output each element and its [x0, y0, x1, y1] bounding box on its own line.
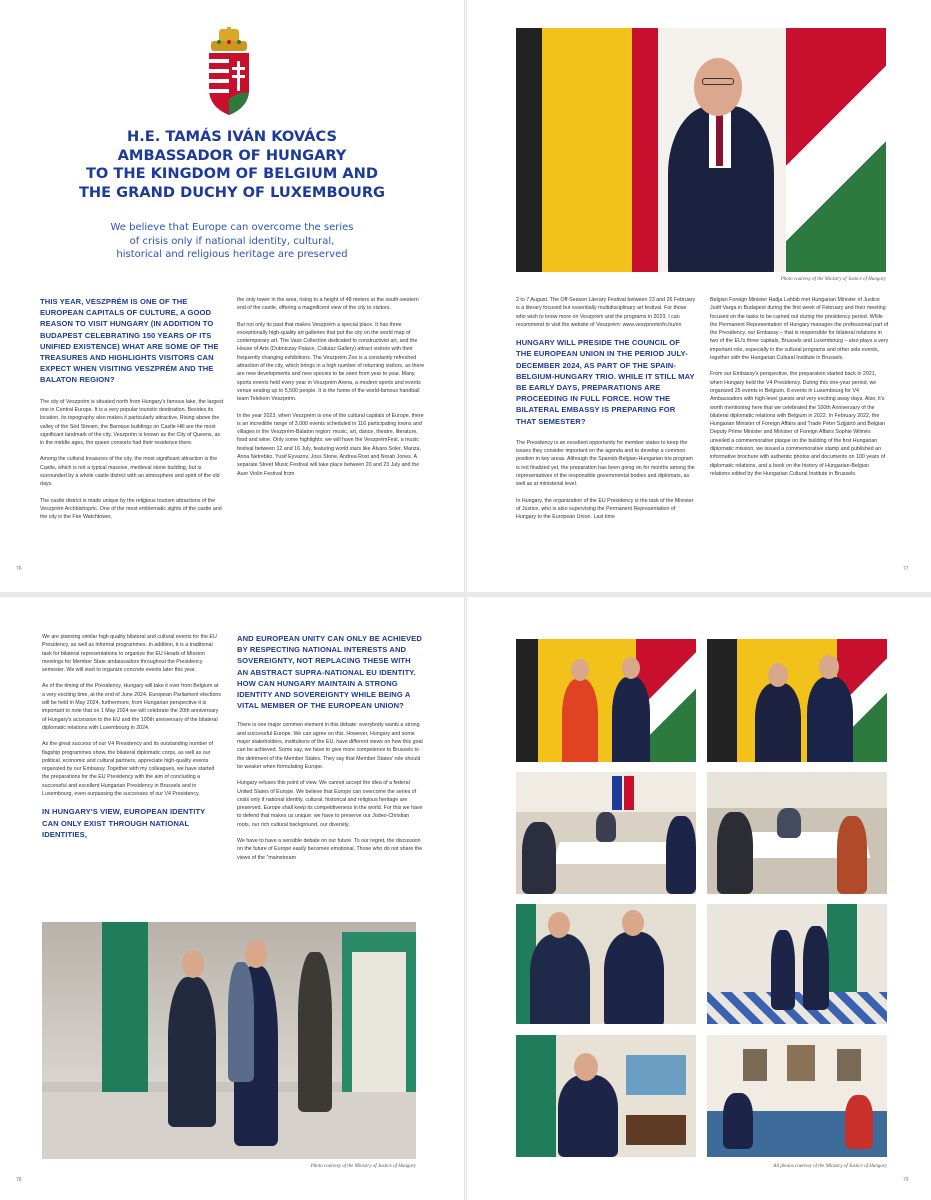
- meeting-table-photo-1: [516, 772, 696, 894]
- page78-column-1: [42, 633, 222, 840]
- paragraph: As the great success of our V4 Presidency and its outstanding number of flagship programmes show, the bilateral diplomatic corps, as well as our political, economic and cultural partners, appreciate high-quality events organized by our Embassy. Together with my colleagues, we have started the preparations for the EU Presidency with the aim of concluding a successful and excellent Hungarian Presidency in Brussels and in Luxembourg, even surpassing the successes of our V4 Presidency.: [42, 741, 215, 798]
- page-number: 76: [16, 566, 22, 572]
- body-text: [237, 721, 423, 861]
- article-subtitle: [40, 221, 424, 262]
- gutter: [464, 597, 467, 1200]
- page76-column-1: [40, 296, 225, 529]
- page77-column-2: [710, 296, 890, 486]
- meeting-table-photo-2: [707, 772, 887, 894]
- handshake-photo: [516, 639, 696, 762]
- paragraph: Among the cultural treasures of the city, the most significant attraction is the Castle, which is not a typical massive, medieval stone building, but is surrounded by a whole castle district with an atmosphere and spirit of the old days.: [40, 456, 220, 488]
- interview-question: HUNGARY WILL PRESIDE THE COUNCIL OF THE EUROPEAN UNION IN THE PERIOD JULY-DECEMBER 2024, AS PART OF THE SPAIN-BELGIUM-HUNGARY TRIO. WHILE IT STILL MAY BE EARLY DAYS, PREPARATIONS ARE PROCEEDING IN FULL FORCE. HOW THE BILATERAL EMBASSY IS PREPARING FOR THAT SEMESTER?: [516, 338, 695, 426]
- paragraph: Hungary refuses this point of view. We cannot accept the idea of a federal United States of Europe. We believe that Europe can overcome the series of crisis only if national identity, cultural, historical and religious heritage are preserved. Europe shall keep its competitiveness in the world. For this we have to defend that makes us unique: we have to preserve our Judeo-Christian roots, our rich cultural background, our diversity.: [237, 780, 423, 828]
- paragraph: The castle district is made unique by the religious tourism attractions of the Veszprém Archbishopric. One of the most emblematic sights of the castle and the city is the Fire Watchtower,: [40, 497, 222, 521]
- paragraph: From our Embassy's perspective, the preparation started back in 2021, when Hungary held the V4 Presidency. During this one-year period, we organized 25 events in Belgium, 8 events in Luxembourg for V4 Ambassadors with high-level guests and very exciting away days. Also, it's worth mentioning here that we celebrated the 100th Anniversary of the bilateral diplomatic relations with Belgium in 2022. In February 2022, the Hungarian Minister of Foreign Affairs and Trade Péter Szijjártó and Belgian Deputy Prime Minister and Minister of Foreign Affairs Sophie Wilmès unveiled a commemorative plaque on the building of the first Hungarian diplomatic mission, we issued a commemorative stamp and published an informative brochure with authentic photos and documents on 100 years of diplomatic relations, and a book on the history of Hungarian-Belgian relations edited by the Hungarian Cultural Institute in Brussels.: [710, 371, 886, 477]
- paragraph: But not only its past that makes Veszprém a special place. It has three exceptionally high-quality art galleries that put the city on the world map of contemporary art. The Vass Collection dedicated to constructivist art, and the House of Arts (Dubniczay Palace, Csikász Gallery) attract visitors with their frequently changing exhibitions. The Veszprém Zoo is a constantly refreshed attraction of the city, which brings in a high number of returning visitors, as there are new developments and new species to be seen from year to year. Many sports events held every year in Veszprém Arena, a modern sports and events venue seating up to 5,500 people. It is the home of the world-famous handball team Telekom Veszprém.: [237, 321, 425, 403]
- paragraph: There is one major common element in this debate: everybody wants a strong and successful Europe. We can agree on this. However, Hungary and some major stakeholders, institutions of the EU, have different views on how this goal can be achieved. Some say, we have to give more competence to Brussels to the detriment of the Member States. They say that Member States' role should be weaker when formulating Europe.: [237, 722, 423, 770]
- paragraph: The city of Veszprém is situated north from Hungary's famous lake, the largest one in Central Europe. It is a very popular touristic destination. Besides its location, its topography also makes it particularly attractive. Rising above the valley of the Séd Stream, the Baroque buildings on Castle Hill are the most significant landmark of the city. Veszprém is known as the City of Queens, as in the middle ages, the queen consorts had their residence there.: [40, 398, 224, 447]
- meeting-room-photo: [707, 1035, 887, 1157]
- ministers-walking-photo: [42, 922, 416, 1159]
- subtitle-line: historical and religious heritage are preserved: [116, 249, 348, 261]
- paragraph: the only tower in the area, rising to a height of 48 meters at the south-western end of the castle, offering a magnificent view of the city to visitors.: [237, 297, 419, 312]
- paragraph: As of the timing of the Presidency, Hungary will take it over from Belgium at a very exciting time, at the end of June 2024. European Parliament elections will be held in May 2024, furthermore, from Hungarian perspective it is important to note that on 1 May 2024 we will celebrate the 20th anniversary of Hungary's accession to the EU and the 100th anniversary of the bilateral diplomatic relations with Luxembourg in 2024.: [42, 683, 222, 731]
- paragraph: In Hungary, the organization of the EU Presidency is the task of the Minister of Justice, who is also supervising the Permanent Representation of Hungary to the European Union. Last time: [516, 497, 694, 521]
- page78-column-2: [237, 633, 423, 870]
- body-text: [516, 296, 696, 329]
- spread-pages-76-77: [0, 0, 931, 592]
- paragraph: We are planning similar high quality bilateral and cultural events for the EU Presidency, as well as informal programmes. In addition, it is a traditional task for bilateral representations to organize the EU Heads of Mission meetings for Member State ambassadors throughout the Presidency semester. We will start to organize concrete events later this year.: [42, 634, 217, 674]
- interview-question: IN HUNGARY'S VIEW, EUROPEAN IDENTITY CAN ONLY EXIST THROUGH NATIONAL IDENTITIES,: [42, 807, 206, 839]
- article-title: [20, 128, 444, 202]
- corridor-walk-photo: [707, 904, 887, 1024]
- ambassador-portrait-photo: [516, 28, 886, 272]
- page-number: 79: [903, 1177, 909, 1183]
- spread-pages-78-79: [0, 597, 931, 1200]
- gutter: [464, 0, 467, 592]
- paragraph: The Presidency is an excellent opportunity for member states to keep the issues they consider important on the agenda and to develop a common position in key areas. Although the Spanish-Belgian-Hungarian trio program is not finalized yet, the preparation has been going on for months among the representatives of the responsible governmental bodies and diplomats, as well as at ministerial level.: [516, 439, 695, 488]
- page-number: 78: [16, 1177, 22, 1183]
- page77-column-1: [516, 296, 696, 529]
- body-text: [516, 439, 696, 522]
- title-line: THE GRAND DUCHY OF LUXEMBOURG: [78, 183, 386, 201]
- title-line: TO THE KINGDOM OF BELGIUM AND: [85, 165, 379, 183]
- body-text: [40, 398, 225, 522]
- subtitle-line: of crisis only if national identity, cultural,: [129, 235, 335, 247]
- interview-question: THIS YEAR, VESZPRÉM IS ONE OF THE EUROPEAN CAPITALS OF CULTURE, A GOOD REASON TO VISIT HUNGARY (IN ADDITION TO BUDAPEST CELEBRATING 150 YEARS OF ITS UNIFIED EXISTENCE) WHAT ARE SOME OF THE TREASURES AND HIGHLIGHTS VISITORS CAN EXPECT WHEN VISITING VESZPRÉM AND THE BALATON REGION?: [40, 297, 219, 385]
- interview-question: AND EUROPEAN UNITY CAN ONLY BE ACHIEVED BY RESPECTING NATIONAL INTERESTS AND SOVEREIGNTY, NOT REPLACING THESE WITH AN ABSTRACT SUPRA-NATIONAL EU IDENTITY. HOW CAN HUNGARY MAINTAIN A STRONG IDENTITY AND SOVEREIGNTY WHILE BEING A VITAL MEMBER OF THE EUROPEAN UNION?: [237, 634, 422, 711]
- photo-caption: Photo courtesy of the Ministry of Justice of Hungary: [310, 1164, 416, 1169]
- subtitle-line: We believe that Europe can overcome the series: [110, 222, 354, 233]
- photo-caption: Photo courtesy of the Ministry of Justice of Hungary: [780, 277, 886, 282]
- paragraph: We have to have a sensible debate on our future. To our regret, the discussion on the future of Europe easily becomes emotional. Those who do not share the views of the "mainstream: [237, 837, 423, 861]
- title-line: H.E. TAMÁS IVÁN KOVÁCS: [127, 128, 337, 145]
- title-line: AMBASSADOR OF HUNGARY: [117, 146, 347, 164]
- paragraph: Belgian Foreign Minister Hadja Lahbib met Hungarian Minister of Justice Judit Varga in Budapest during the first week of February and their meeting focused on the tasks to be carried out during the presidency period. While the Permanent Representation of Hungary manages the professional part of the Presidency, our Embassy – that is responsible for bilateral relations in two of the EU's three capitals, Brussels and Luxembourg – also plays a very important role, especially in the cultural programs and other side events, together with the Hungarian Cultural Institute in Brussels.: [710, 297, 889, 362]
- page76-column-2: [237, 296, 425, 486]
- interview-seated-photo: [516, 1035, 696, 1157]
- ministers-portrait-photo: [516, 904, 696, 1024]
- paragraph: In the year 2023, when Veszprém is one of the cultural capitals of Europe, there is an incredible range of 3,000 events scheduled in 116 participating towns and villages in the Veszprém-Balaton region: music, art, dance, theatre, literature, food and wine. Only some highlights: we will have the VeszprémFest, a music festival between 12 and 16 July, featuring world stars like Álvaro Soler, Mariza, Anna Netrebko, Yusif Eyvazov, Joss Stone, Andrea Rost and Norah Jones. A separate Street Music Festival will take place between 20 and 23 July and the Auer Violin Festival from: [237, 412, 424, 477]
- paragraph: 2 to 7 August. The Off-Season Literary Festival between 23 and 26 February is a literary focused but essentially multidisciplinary art festival. For those who wish to know more on Veszprém and the programs in 2023, I can recommend to visit the website of Veszprém: www.veszpreminfo.hu/en: [516, 297, 696, 328]
- photo-caption: All photos courtesy of the Ministry of Justice of Hungary: [773, 1164, 887, 1169]
- two-ministers-photo: [707, 639, 887, 762]
- page-number: 77: [903, 566, 909, 572]
- coat-of-arms-icon: [205, 27, 253, 117]
